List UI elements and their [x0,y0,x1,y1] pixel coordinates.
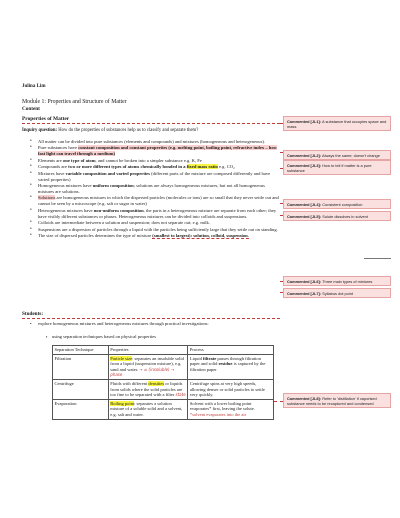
table-row [53,379,274,399]
highlighted-text: fixed mass ratio [186,164,218,170]
bold-text: uniform composition [92,182,134,188]
inquiry-label: Inquiry question: [22,128,58,133]
list-item: • Suspensions are a dispersion of particles through a liquid with the particles being sufficiently large that they settle out on standing. [30,227,280,233]
handwritten-annotation: state [175,392,186,398]
table-cell: Solvent with a lower boiling point evaporates* first, leaving the solute. *solvent evaporates into the air [188,399,274,419]
bold-text: (smallest to largest): solution, colloid, suspension. [152,232,249,238]
table-row [53,399,274,419]
list-item: • The size of dispersed particles determines the type of mixture (smallest to largest): solution, colloid, suspension. [30,233,280,239]
content-label: Content [22,106,40,112]
module-title: Module 1: Properties and Structure of Matter [22,99,127,105]
table-header-row [53,346,274,355]
comment-balloon[interactable]: Commented [JL1]: A substance that occupies space and mass. [283,116,391,131]
column-header: Separation Technique [53,346,109,355]
list-item: • Colloids are intermediate between a solution and suspension; does not separate out; e.g. milk. [30,220,280,226]
inquiry-question [22,128,280,134]
comment-balloon[interactable]: Commented [JL4]: Consistent composition [283,199,391,209]
list-item: • All matter can be divided into pure substances (elements and compounds) and mixtures (homogeneous and heterogeneous). [30,139,280,145]
bold-text: one type of atom [63,157,96,163]
highlighted-text: densities [148,380,165,386]
table-cell: Evaporation [53,399,109,419]
list-item: ▪ using separation techniques based on physical properties [46,334,276,340]
annotation-text: *solvent evaporates into the air [189,411,247,417]
comment-balloon[interactable]: Commented [JL7]: Syllabus dot point [283,288,391,298]
bold-text: two or more different types of atoms chemically bonded in a [68,164,186,170]
list-item: • Elements are one type of atom, and cannot be broken into a simpler substance e.g. K, Fe [30,158,280,164]
student-bullet-list [30,321,280,327]
comment-anchor-line [22,318,280,319]
list-item: • Homogeneous mixtures have uniform composition; solutions are always homogeneous mixtures, but not all homogeneous mixtures are solutions. [30,183,280,195]
comment-balloon[interactable]: Commented [JL6]: Three main types of mixtures [283,276,391,286]
inquiry-text: How do the properties of substances help us to classify and separate them? [57,128,199,133]
table-row [53,354,274,379]
comment-balloon[interactable]: Commented [JL2]: Always the same; doesn't change [283,150,391,160]
content-bullet-list [30,139,280,239]
column-header: Process [188,346,274,355]
comment-balloon[interactable]: Commented [JL5]: Solute dissolves in solvent [283,211,391,221]
highlighted-text: constant composition and constant properties (e.g. melting point, boiling point, refractive index – how fast light can travel through a medium) [38,145,277,157]
comment-balloon[interactable]: Commented [JL3]: How to tell if matter is a pure substance [283,160,391,175]
separation-table [52,345,274,420]
table-cell: Filtration [53,354,109,379]
highlighted-text: Boiling point [110,400,135,406]
list-item: • Heterogeneous mixtures have non-uniform composition, the parts in a heterogeneous mixture are separate from each other; they have visibly different substances or phases. Heterogeneous mixtures can be divided into colloids and suspensions. [30,208,280,220]
table-cell: Fluids with different densities or liquids from solids where the solid particles are too fine to be separated with a filter state [108,379,188,399]
table-cell: Liquid filtrate passes through filtration paper and solid residue is captured by the filtration paper [188,354,274,379]
list-item: • Mixtures have variable composition and varied properties (different parts of the mixture are composed differently and have varied properties) [30,171,280,183]
comment-balloon[interactable]: Commented [JL8]: Refer to 'distillation' if vaporised substance needs to be recaptured and condensed [283,393,391,408]
table-cell: Centrifuge spins at very high speeds, allowing denser or solid particles to settle very quickly. [188,379,274,399]
highlighted-text: Particle size [110,355,133,361]
sub-bullet-list [46,334,276,340]
list-item: • Pure substances have constant composition and constant properties (e.g. melting point, boiling point, refractive index – how fast light can travel through a medium) [30,145,280,157]
section-heading: Properties of Matter [22,116,70,122]
handwritten-annotation: → ≠ (insoluble) → phase [110,366,175,378]
bold-text: variable composition and varied properties [65,170,150,176]
column-header: Properties [108,346,188,355]
comment-connector [274,401,283,402]
table-cell: Centrifuge [53,379,109,399]
bold-text: non-uniform composition [93,207,144,213]
table-cell: Boiling point: separates a solution mixture of a soluble solid and a solvent, e.g. salt and water. [108,399,188,419]
students-label: Students: [22,311,44,317]
divider [364,258,391,259]
list-item: • Compounds are two or more different types of atoms chemically bonded in a fixed mass ratio e.g. CO₂ [30,164,280,170]
highlighted-text: Solutions [38,195,56,201]
comment-anchor-line [22,123,280,124]
list-item: • explore homogeneous mixtures and heterogeneous mixtures through practical investigations: [30,321,280,327]
list-item: • Solutions are homogeneous mixtures in which the dispersed particles (molecules or ions) are so small that they never settle out and cannot be seen by a microscope (e.g. salt or sugar in water) [30,195,280,207]
table-cell: Particle size: separates an insoluble solid from a liquid (suspension mixture), e.g. sand and water. → ≠ (insoluble) → phase [108,354,188,379]
author-name: Julina Lim [22,84,46,89]
